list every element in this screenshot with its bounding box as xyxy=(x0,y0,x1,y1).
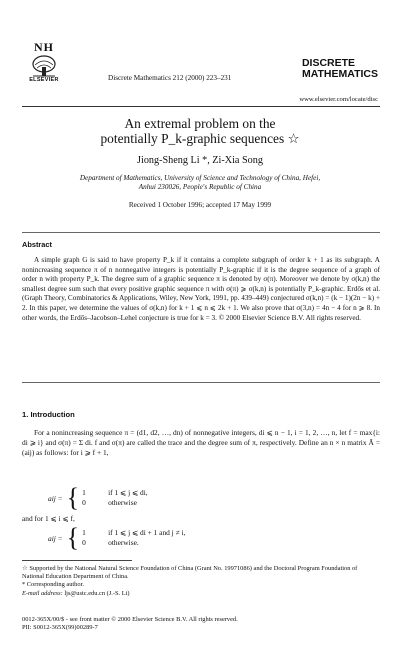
footnote-email xyxy=(22,590,380,598)
header-rule xyxy=(22,106,380,107)
intro-paragraph-1: For a nonincreasing sequence π = (d1, d2, …, dn) of nonnegative integers, di ⩽ n − 1, i = 1, 2, …, n, let f = max{i: di ⩾ i} and σ(π) = Σ di. f and σ(π) are called the trace and the degree sum of π, respectively. Define an n × n matrix Ā = (aij) as follows: for i ⩾ f + 1, xyxy=(22,428,380,457)
case1-row1-value: 1 xyxy=(82,488,86,497)
footnote-corresponding: * Corresponding author. xyxy=(22,581,84,589)
journal-name-line1: DISCRETE xyxy=(301,57,356,69)
email-label: E-mail address: xyxy=(22,589,63,597)
article-authors: Jiong-Sheng Li *, Zi-Xia Song xyxy=(137,155,263,166)
logo-mark: NH xyxy=(34,40,54,54)
footnote-funding: ☆ Supported by the National Natural Science Foundation of China (Grant No. 19971086) and the Doctoral Program Foundation of National Education Department of China. xyxy=(22,565,358,581)
case2-row2-value: 0 xyxy=(82,538,86,547)
case1-row2-condition: otherwise xyxy=(108,498,137,507)
article-title xyxy=(0,116,400,146)
case2-lhs: aij = xyxy=(48,533,63,543)
received-dates: Received 1 October 1996; accepted 17 May 1999 xyxy=(128,201,272,209)
affiliation-line1: Department of Mathematics, University of Science and Technology of China, Hefei, xyxy=(79,174,321,182)
left-brace: { xyxy=(66,523,80,552)
author-affiliation xyxy=(34,174,366,192)
footnote-rule xyxy=(22,560,132,561)
footnotes xyxy=(22,565,380,598)
intro-paragraph-2: and for 1 ⩽ i ⩽ f, xyxy=(22,514,75,523)
copyright-footer xyxy=(22,616,380,632)
logo-word: ELSEVIER xyxy=(29,77,59,83)
journal-name xyxy=(302,58,378,80)
case2-row1-value: 1 xyxy=(82,528,86,537)
title-line1: An extremal problem on the xyxy=(124,116,276,131)
journal-citation: Discrete Mathematics 212 (2000) 223–231 xyxy=(108,74,232,82)
case1-lhs: aij = xyxy=(48,493,63,503)
elsevier-logo xyxy=(22,40,66,92)
journal-header xyxy=(22,40,382,104)
tree-icon xyxy=(31,55,57,77)
issn-line: 0012-365X/00/$ - see front matter © 2000 Elsevier Science B.V. All rights reserved. xyxy=(22,616,238,623)
abstract-text: A simple graph G is said to have property P_k if it contains a complete subgraph of order k + 1 as its subgraph. A nonincreasing sequence π of n nonnegative integers is potentially P_k-graphic if it is the degree sequence of a graph of order n with property P_k. The degree sum of a graphic sequence π is denoted by σ(π). Moreover we denote by σ(k,n) the smallest degree sum such that every positive graphic sequence π with σ(π) ⩾ σ(k,n) is potentially P_k-graphic. Erdős et al. (Graph Theory, Combinatorics & Applications, Wiley, New York, 1991, pp. 439–449) conjectured σ(k,n) = (k − 1)(2n − k) + 2. In this paper, we determine the values of σ(k,n) for k + 1 ⩽ n ⩽ 2k + 1. We also prove that σ(3,n) = 4n − 4 for n ⩾ 8. In other words, the Erdős–Jacobson–Lehel conjecture is true for k = 3. © 2000 Elsevier Science B.V. All rights reserved. xyxy=(22,256,380,322)
case1-row2-value: 0 xyxy=(82,498,86,507)
journal-name-line2: MATHEMATICS xyxy=(301,68,378,80)
abstract-top-rule xyxy=(22,232,380,233)
affiliation-line2: Anhui 230026, People's Republic of China xyxy=(138,183,262,191)
journal-website[interactable]: www.elsevier.com/locate/disc xyxy=(299,96,378,103)
section-heading-introduction: 1. Introduction xyxy=(22,410,75,419)
abstract-bottom-rule xyxy=(22,382,380,383)
matrix-definition-case-2 xyxy=(48,523,186,552)
abstract-heading: Abstract xyxy=(22,240,52,249)
pii-line: PII: S0012-365X(99)00289-7 xyxy=(22,624,98,632)
title-line2: potentially P_k-graphic sequences ☆ xyxy=(100,131,300,146)
email-address[interactable]: ljs@ustc.edu.cn (J.-S. Li) xyxy=(64,589,130,597)
case1-row1-condition: if 1 ⩽ j ⩽ di, xyxy=(108,488,148,497)
case2-row2-condition: otherwise. xyxy=(108,538,139,547)
matrix-definition-case-1 xyxy=(48,483,148,512)
case2-row1-condition: if 1 ⩽ j ⩽ di + 1 and j ≠ i, xyxy=(108,528,186,537)
left-brace: { xyxy=(66,483,80,512)
